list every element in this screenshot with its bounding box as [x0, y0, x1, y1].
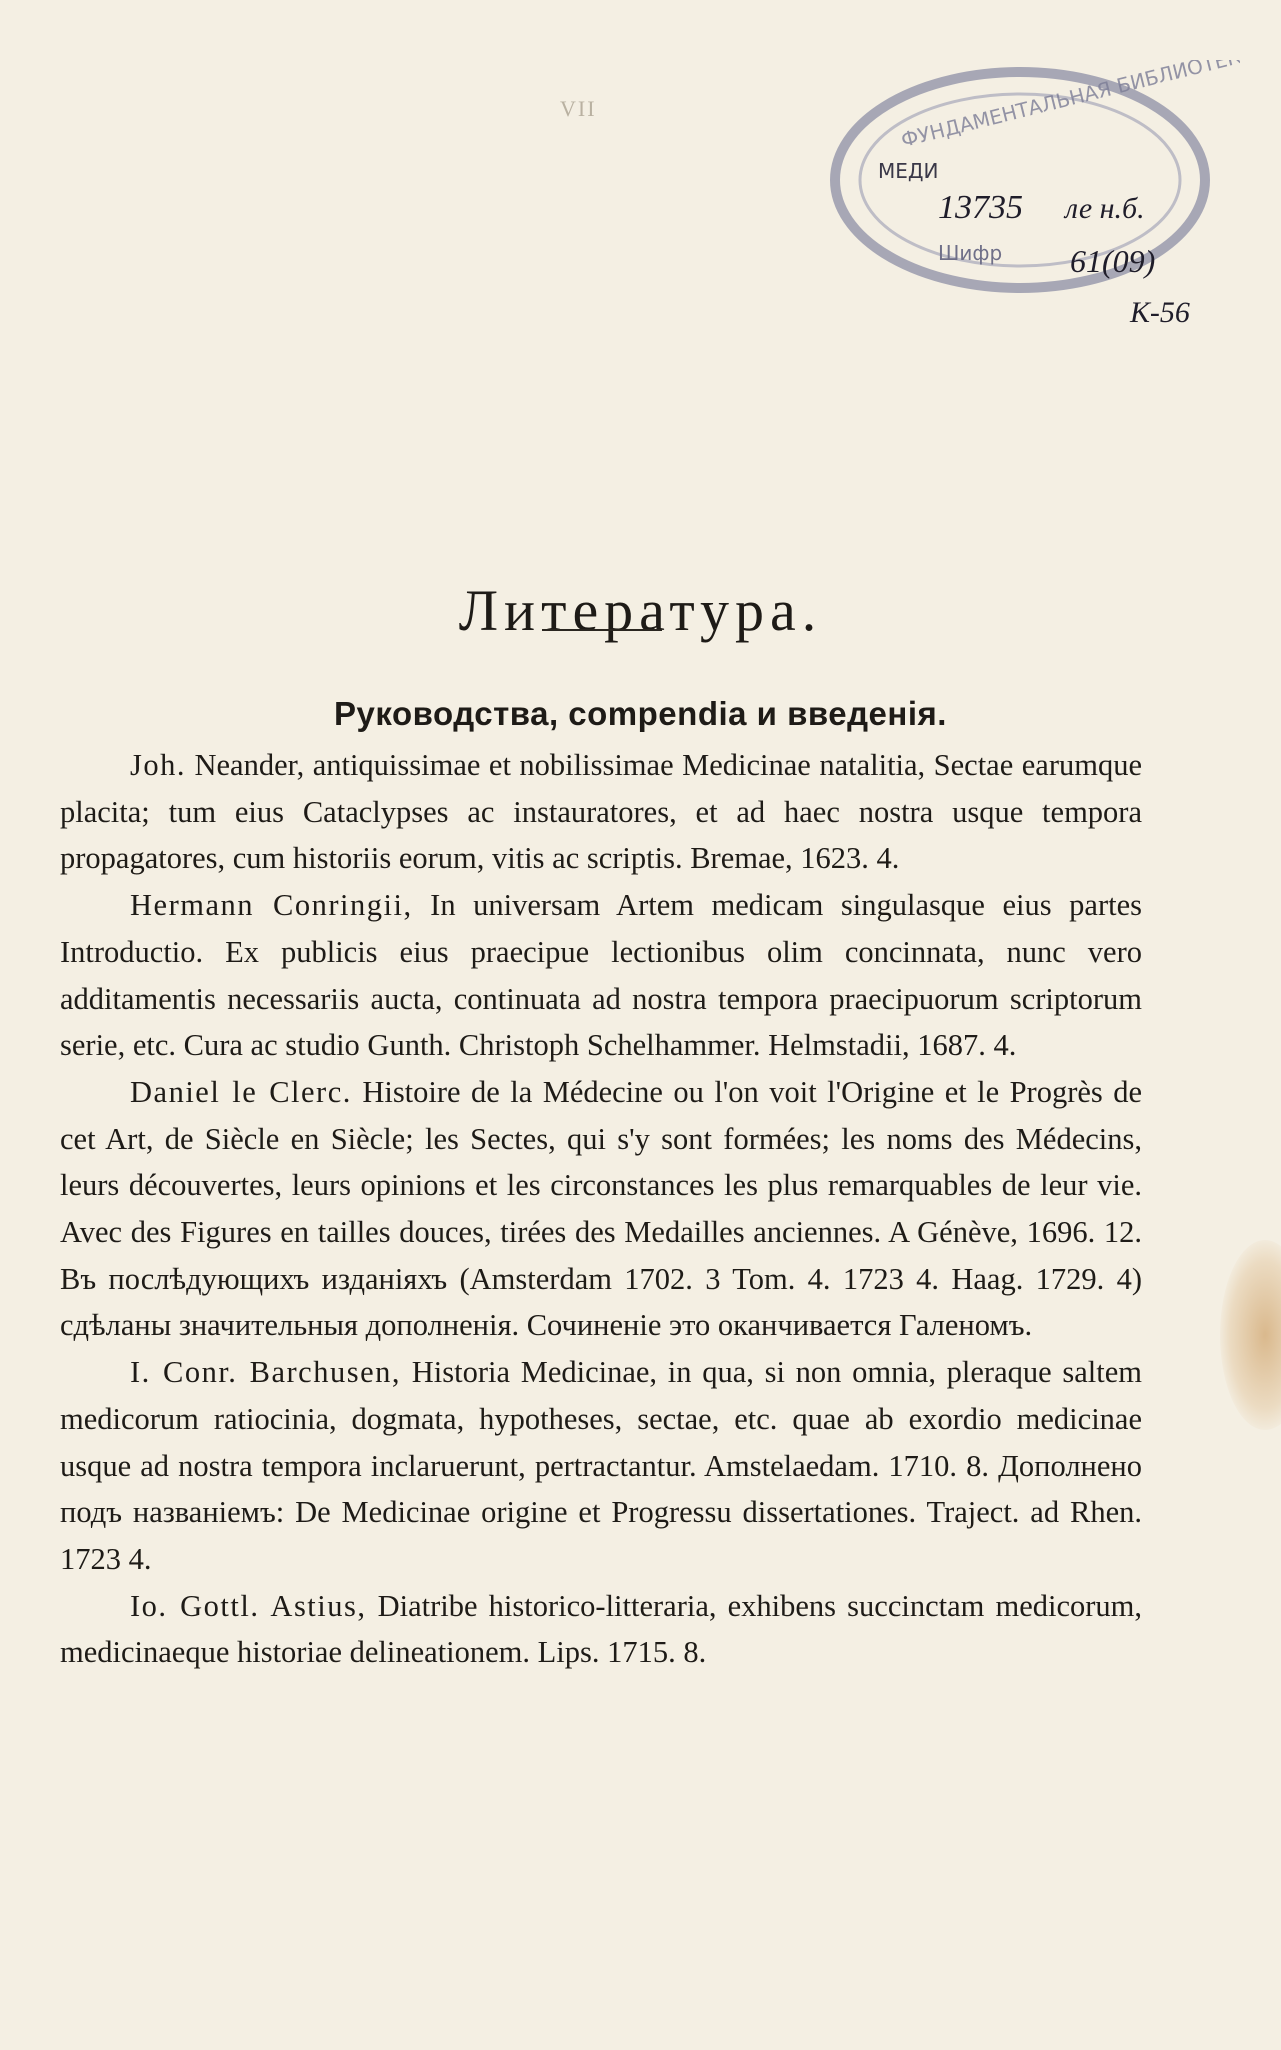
stamp-number: 13735 — [938, 189, 1023, 226]
stamp-shifr-label: Шифр — [938, 241, 1003, 265]
stamp-line1: ФУНДАМЕНТАЛЬНАЯ БИБЛИОТЕКА — [898, 60, 1240, 152]
entry-text: Histoire de la Médecine ou l'on voit l'Origine et le Progrès de cet Art, de Siècle en Siècle; les Sectes, qui s'y sont formées; les noms des Médecins, leurs découvertes, leurs opinions et les circonstances les plus remarquables de leur vie. Avec des Figures en tailles douces, tirées des Medailles anciennes. A Génève, 1696. 12. Въ послѣдующихъ изданіяхъ (Amsterdam 1702. 3 Tom. 4. 1723 4. Haag. 1729. 4) сдѣланы значительныя дополненія. Сочиненіе это оканчивается Галеномъ. — [60, 1074, 1143, 1343]
entry-text: Historia Medicinae, in qua, si non omnia, pleraque saltem medicorum ratiocinia, dogmata, hypotheses, sectae, etc. quae ab exordio medicinae usque ad nostra tempora inclaruerunt, pertractantur. Amstelaedam. 1710. 8. Дополнено подъ названіемъ: De Medicinae origine et Progressu dissertationes. Traject. ad Rhen. 1723 4. — [60, 1355, 1142, 1576]
stamp-handwritten-note: К-56 — [1130, 296, 1190, 329]
bibliography-entry — [60, 1349, 1142, 1583]
stamp-shifr-value: 61(09) — [1070, 243, 1156, 279]
bibliography-entry — [60, 1583, 1142, 1676]
entry-author: Daniel le Clerc. — [130, 1074, 352, 1109]
bibliography-entry — [60, 742, 1142, 882]
bibliography-entry — [60, 1069, 1142, 1349]
entry-author: Hermann Conringii, — [130, 888, 413, 923]
entry-author: Joh. — [130, 748, 186, 782]
library-stamp — [820, 60, 1240, 330]
title-divider — [542, 629, 662, 631]
entry-text: In universam Artem medicam singulasque eius partes Introductio. Ex publicis eius praecipue lectionibus olim concinnata, nunc vero additamentis necessariis aucta, continuata ad nostra tempora praecipuorum scriptorum serie, etc. Cura ac studio Gunth. Christoph Schelhammer. Helmstadii, 1687. 4. — [60, 888, 1142, 1063]
entry-text: Neander, antiquissimae et nobilissimae Medicinae natalitia, Sectae earumque placita; tum eius Cataclypses ac instauratores, et ad haec nostra usque tempora propagatores, cum historiis eorum, vitis ac scriptis. Bremae, 1623. 4. — [60, 748, 1142, 876]
entry-author: Io. Gottl. Astius, — [130, 1588, 367, 1623]
bibliography-list — [60, 742, 1142, 1676]
section-subtitle: Руководства, compendia и введенія. — [334, 695, 947, 733]
entry-author: I. Conr. Barchusen, — [130, 1355, 402, 1390]
faint-page-header: VII — [560, 96, 597, 121]
stamp-dept: ле н.б. — [1065, 192, 1145, 225]
library-stamp-graphic — [820, 60, 1240, 330]
paper-stain — [1220, 1240, 1281, 1430]
bibliography-entry — [60, 882, 1142, 1069]
entry-text: Diatribe historico-litteraria, exhibens succinctam medicorum, medicinaeque historiae delineationem. Lips. 1715. 8. — [60, 1588, 1142, 1670]
stamp-line2: МЕДИ — [878, 159, 939, 183]
page-title: Литература. — [458, 577, 823, 643]
